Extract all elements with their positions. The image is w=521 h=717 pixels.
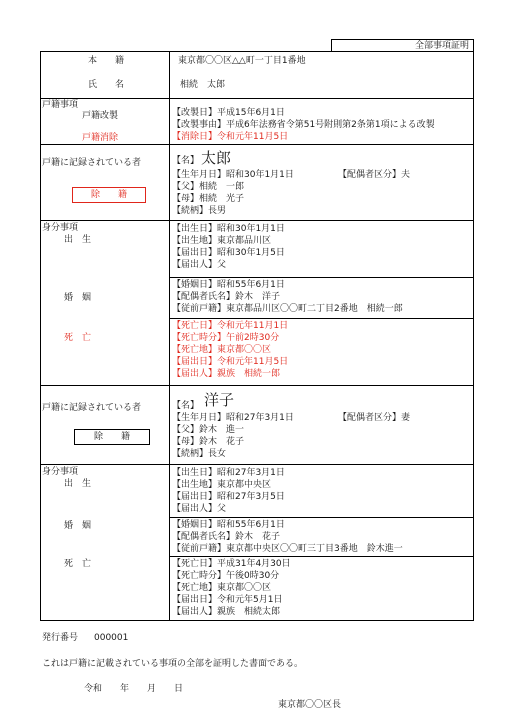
koseki-item-kaisei: 戸籍改製 (82, 111, 119, 121)
person1-marriage-line: 【配偶者氏名】鈴木 洋子 (172, 292, 281, 302)
column-divider (169, 51, 170, 621)
person1-death-line: 【届出日】令和元年11月5日 (172, 357, 289, 367)
koseki-line: 【改製日】平成15年6月1日 (172, 108, 285, 118)
person2-birth-line: 【届出人】父 (172, 504, 227, 514)
row-divider (169, 277, 474, 278)
person2-birth-line: 【出生日】昭和27年3月1日 (172, 468, 285, 478)
issue-date: 令和 年 月 日 (84, 684, 184, 694)
person2-label: 戸籍に記録されている者 (42, 403, 142, 413)
row-divider (40, 144, 474, 145)
person2-name-tag: 【名】 (172, 401, 200, 411)
person2-birth-line: 【出生地】東京都中央区 (172, 480, 272, 490)
person1-mother: 【母】相続 光子 (172, 194, 245, 204)
person1-death-line: 【届出人】親族 相続一郎 (172, 369, 281, 379)
koseki-item-shojo: 戸籍消除 (82, 133, 119, 143)
row-divider (169, 556, 474, 557)
person1-birth: 【生年月日】昭和30年1月1日 (172, 170, 294, 180)
certificate-title: 全部事項証明 (331, 39, 474, 52)
person1-relation: 【続柄】長男 (172, 206, 227, 216)
person1-removed-stamp: 除 籍 (72, 187, 146, 203)
person1-label: 戸籍に記録されている者 (42, 158, 142, 168)
row-divider (40, 464, 474, 465)
person2-relation: 【続柄】長女 (172, 449, 227, 459)
person2-marriage-line: 【配偶者氏名】鈴木 花子 (172, 532, 281, 542)
person2-death-line: 【届出日】令和元年5月1日 (172, 595, 283, 605)
person1-name: 太郎 (201, 149, 232, 167)
row-divider (169, 517, 474, 518)
person2-marriage-line: 【婚姻日】昭和55年6月1日 (172, 520, 285, 530)
person1-marriage-line: 【従前戸籍】東京都品川区〇〇町二丁目2番地 相続一郎 (172, 304, 403, 314)
row-divider (40, 220, 474, 221)
person2-marriage-line: 【従前戸籍】東京都中央区〇〇町三丁目3番地 鈴木進一 (172, 544, 403, 554)
person2-death-line: 【死亡日】平成31年4月30日 (172, 559, 291, 569)
certification-statement: これは戸籍に記載されている事項の全部を証明した書面である。 (42, 659, 304, 669)
koseki-section-label: 戸籍事項 (42, 100, 79, 110)
person2-mibun-label: 身分事項 (42, 467, 79, 477)
koseki-line: 【改製事由】平成6年法務省令第51号附則第2条第1項による改製 (172, 120, 435, 130)
person1-death-label: 死 亡 (64, 333, 92, 343)
person2-removed-stamp: 除 籍 (74, 429, 150, 445)
person1-marriage-label: 婚 姻 (64, 293, 92, 303)
person2-death-line: 【死亡地】東京都〇〇区 (172, 583, 272, 593)
person1-birth-line: 【届出人】父 (172, 260, 227, 270)
person2-spouse: 【配偶者区分】妻 (338, 413, 411, 423)
person2-marriage-label: 婚 姻 (64, 521, 92, 531)
person1-birth-label: 出 生 (64, 235, 92, 245)
person2-birth: 【生年月日】昭和27年3月1日 (172, 413, 294, 423)
issue-number: 000001 (94, 633, 129, 643)
honseki-label: 本 籍 (88, 56, 125, 66)
person1-mibun-label: 身分事項 (42, 223, 79, 233)
person1-marriage-line: 【婚姻日】昭和55年6月1日 (172, 280, 285, 290)
name-value: 相続 太郎 (180, 80, 226, 90)
person2-mother: 【母】鈴木 花子 (172, 437, 245, 447)
person1-death-line: 【死亡日】令和元年11月1日 (172, 321, 289, 331)
person2-death-label: 死 亡 (64, 559, 92, 569)
person1-father: 【父】相続 一郎 (172, 182, 245, 192)
honseki-value: 東京都〇〇区△△町一丁目1番地 (178, 56, 306, 66)
person2-birth-line: 【届出日】昭和27年3月5日 (172, 492, 285, 502)
name-label: 氏 名 (88, 80, 125, 90)
row-divider (40, 385, 474, 386)
person1-name-tag: 【名】 (172, 156, 200, 166)
row-divider (40, 98, 474, 99)
person2-death-line: 【届出人】親族 相続太郎 (172, 607, 281, 617)
person2-name: 洋子 (204, 391, 235, 409)
person2-birth-label: 出 生 (64, 479, 92, 489)
row-divider (169, 318, 474, 319)
person1-birth-line: 【届出日】昭和30年1月5日 (172, 248, 285, 258)
issuer-name: 東京都〇〇区長 (278, 700, 342, 710)
person1-spouse: 【配偶者区分】夫 (338, 170, 411, 180)
person2-death-line: 【死亡時分】午後0時30分 (172, 571, 280, 581)
koseki-line-red: 【消除日】令和元年11月5日 (172, 132, 289, 142)
person1-birth-line: 【出生地】東京都品川区 (172, 236, 272, 246)
person2-father: 【父】鈴木 進一 (172, 425, 245, 435)
person1-death-line: 【死亡地】東京都〇〇区 (172, 345, 272, 355)
person1-death-line: 【死亡時分】午前2時30分 (172, 333, 280, 343)
issue-number-label: 発行番号 (42, 633, 79, 643)
person1-birth-line: 【出生日】昭和30年1月1日 (172, 224, 285, 234)
